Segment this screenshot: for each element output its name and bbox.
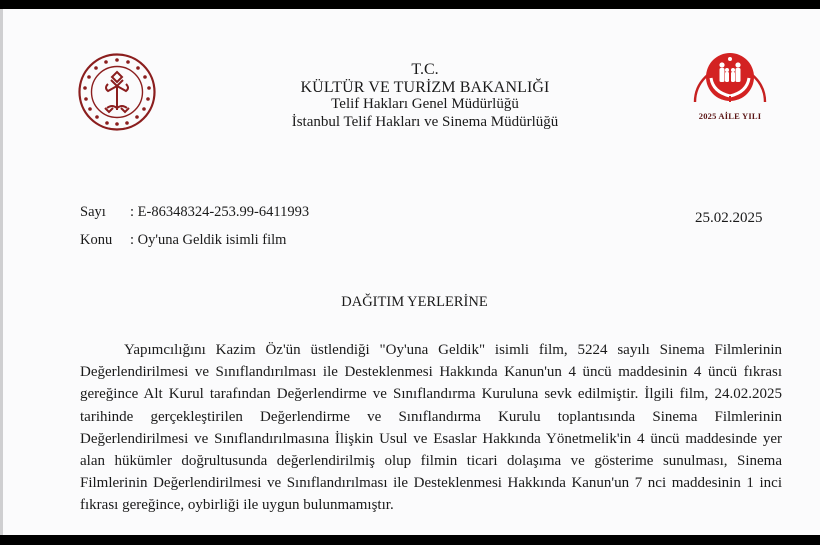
letterhead-tc: T.C. <box>411 61 439 78</box>
body-paragraph: Yapımcılığını Kazim Öz'ün üstlendiği "Oy'una Geldik" isimli film, 5224 sayılı Sinema Filmlerinin Değerlendirilmesi ve Sınıflandırılması ile Desteklenmesi Hakkında Kanun'un 4 üncü maddesinin 4 üncü fıkrası gereğince Alt Kurul tarafından Değerlendirme ve Sınıflandırma Kuruluna sevk edilmiştir. İlgili film, 24.02.2025 tarihinde gerçekleştirilen Değerlendirme ve Sınıflandırma Kurulu toplantısında Sinema Filmlerinin Değerlendirilmesi ve Sınıflandırılmasına İlişkin Usul ve Esaslar Hakkında Yönetmelik'in 4 üncü maddesinde yer alan hükümler doğrultusunda değerlendirilmiş olup filmin ticari dolaşıma ve gösterime sunulması, Sinema Filmlerinin Değerlendirilmesi ve Sınıflandırılması ile Desteklenmesi Hakkında Kanun'un 7 nci maddesinin 1 inci fıkrası gereğince, oybirliği ile uygun bulunmamıştır. <box>80 342 782 514</box>
letterhead <box>253 61 597 131</box>
konu-label: Konu <box>80 232 113 248</box>
document-page <box>0 9 820 535</box>
document-date: 25.02.2025 <box>695 210 763 226</box>
konu-value: : Oy'una Geldik isimli film <box>130 232 287 248</box>
ministry-seal-icon <box>77 52 157 132</box>
sayi-label: Sayı <box>80 204 106 220</box>
sayi-value: : E-86348324-253.99-6411993 <box>130 204 310 220</box>
distribution-heading: DAĞITIM YERLERİNE <box>341 294 488 310</box>
family-year-logo-icon <box>689 40 771 112</box>
letterhead-office: İstanbul Telif Hakları ve Sinema Müdürlüğü <box>291 113 559 130</box>
family-year-logo <box>689 40 771 130</box>
letterhead-ministry: KÜLTÜR VE TURİZM BAKANLIĞI <box>300 78 550 96</box>
sayi-row <box>80 204 309 221</box>
family-year-caption: 2025 AİLE YILI <box>698 111 762 121</box>
letterhead-directorate: Telif Hakları Genel Müdürlüğü <box>331 96 519 112</box>
konu-row <box>80 232 286 249</box>
